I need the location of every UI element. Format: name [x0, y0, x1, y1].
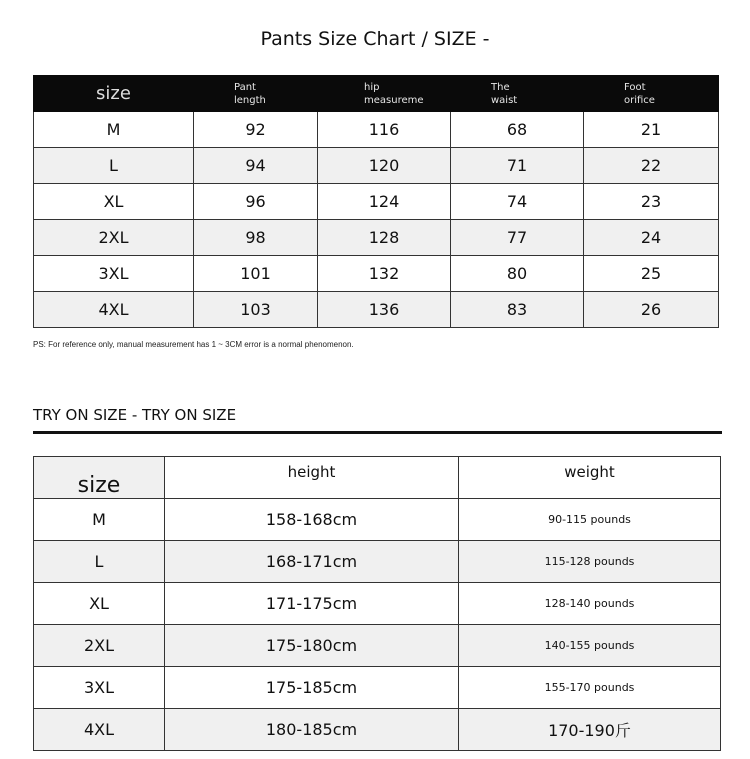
cell-pant-length: 103 — [194, 292, 318, 328]
table-row — [34, 499, 721, 541]
cell-waist: 71 — [451, 148, 584, 184]
cell-height: 175-180cm — [165, 625, 459, 667]
table-row — [34, 220, 719, 256]
cell-size: L — [34, 541, 165, 583]
table-row — [34, 148, 719, 184]
cell-pant-length: 92 — [194, 112, 318, 148]
cell-weight: 170-190斤 — [459, 709, 721, 751]
table-row — [34, 256, 719, 292]
cell-weight: 128-140 pounds — [459, 583, 721, 625]
table-row — [34, 625, 721, 667]
cell-size: XL — [34, 184, 194, 220]
cell-size: 3XL — [34, 256, 194, 292]
cell-size: 2XL — [34, 220, 194, 256]
cell-size: M — [34, 499, 165, 541]
cell-foot-orifice: 21 — [584, 112, 719, 148]
cell-weight: 115-128 pounds — [459, 541, 721, 583]
cell-size: 4XL — [34, 292, 194, 328]
cell-pant-length: 94 — [194, 148, 318, 184]
page-title: Pants Size Chart / SIZE - — [260, 28, 490, 50]
header-pant-length: Pant length — [194, 76, 318, 112]
header-waist: The waist — [451, 76, 584, 112]
header-size: size — [34, 76, 194, 112]
cell-waist: 68 — [451, 112, 584, 148]
cell-hip: 136 — [318, 292, 451, 328]
measurement-note: PS: For reference only, manual measurement has 1 ~ 3CM error is a normal phenomenon. — [33, 340, 354, 349]
cell-hip: 116 — [318, 112, 451, 148]
cell-hip: 132 — [318, 256, 451, 292]
header-height: height — [165, 457, 459, 499]
table-row — [34, 112, 719, 148]
header-weight: weight — [459, 457, 721, 499]
table-row — [34, 292, 719, 328]
size-table-header-row — [34, 76, 719, 112]
cell-height: 158-168cm — [165, 499, 459, 541]
cell-foot-orifice: 23 — [584, 184, 719, 220]
header-hip: hip measureme — [318, 76, 451, 112]
table-row — [34, 541, 721, 583]
cell-hip: 128 — [318, 220, 451, 256]
section-divider — [33, 431, 722, 434]
cell-weight: 140-155 pounds — [459, 625, 721, 667]
cell-pant-length: 98 — [194, 220, 318, 256]
cell-foot-orifice: 22 — [584, 148, 719, 184]
cell-size: 3XL — [34, 667, 165, 709]
cell-height: 171-175cm — [165, 583, 459, 625]
try-on-heading: TRY ON SIZE - TRY ON SIZE — [33, 406, 237, 424]
table-row — [34, 667, 721, 709]
cell-size: 4XL — [34, 709, 165, 751]
cell-weight: 155-170 pounds — [459, 667, 721, 709]
cell-size: 2XL — [34, 625, 165, 667]
cell-pant-length: 96 — [194, 184, 318, 220]
cell-size: M — [34, 112, 194, 148]
header-size: size — [34, 457, 165, 499]
cell-foot-orifice: 25 — [584, 256, 719, 292]
cell-height: 175-185cm — [165, 667, 459, 709]
cell-hip: 124 — [318, 184, 451, 220]
cell-size: L — [34, 148, 194, 184]
cell-waist: 77 — [451, 220, 584, 256]
pants-size-table — [33, 75, 719, 328]
cell-size: XL — [34, 583, 165, 625]
cell-hip: 120 — [318, 148, 451, 184]
cell-foot-orifice: 26 — [584, 292, 719, 328]
table-row — [34, 583, 721, 625]
cell-waist: 74 — [451, 184, 584, 220]
cell-height: 180-185cm — [165, 709, 459, 751]
cell-weight: 90-115 pounds — [459, 499, 721, 541]
cell-waist: 83 — [451, 292, 584, 328]
table-row — [34, 709, 721, 751]
header-foot-orifice: Foot orifice — [584, 76, 719, 112]
table-row — [34, 184, 719, 220]
cell-pant-length: 101 — [194, 256, 318, 292]
cell-foot-orifice: 24 — [584, 220, 719, 256]
try-table-header-row — [34, 457, 721, 499]
try-on-size-table — [33, 456, 721, 751]
cell-waist: 80 — [451, 256, 584, 292]
cell-height: 168-171cm — [165, 541, 459, 583]
